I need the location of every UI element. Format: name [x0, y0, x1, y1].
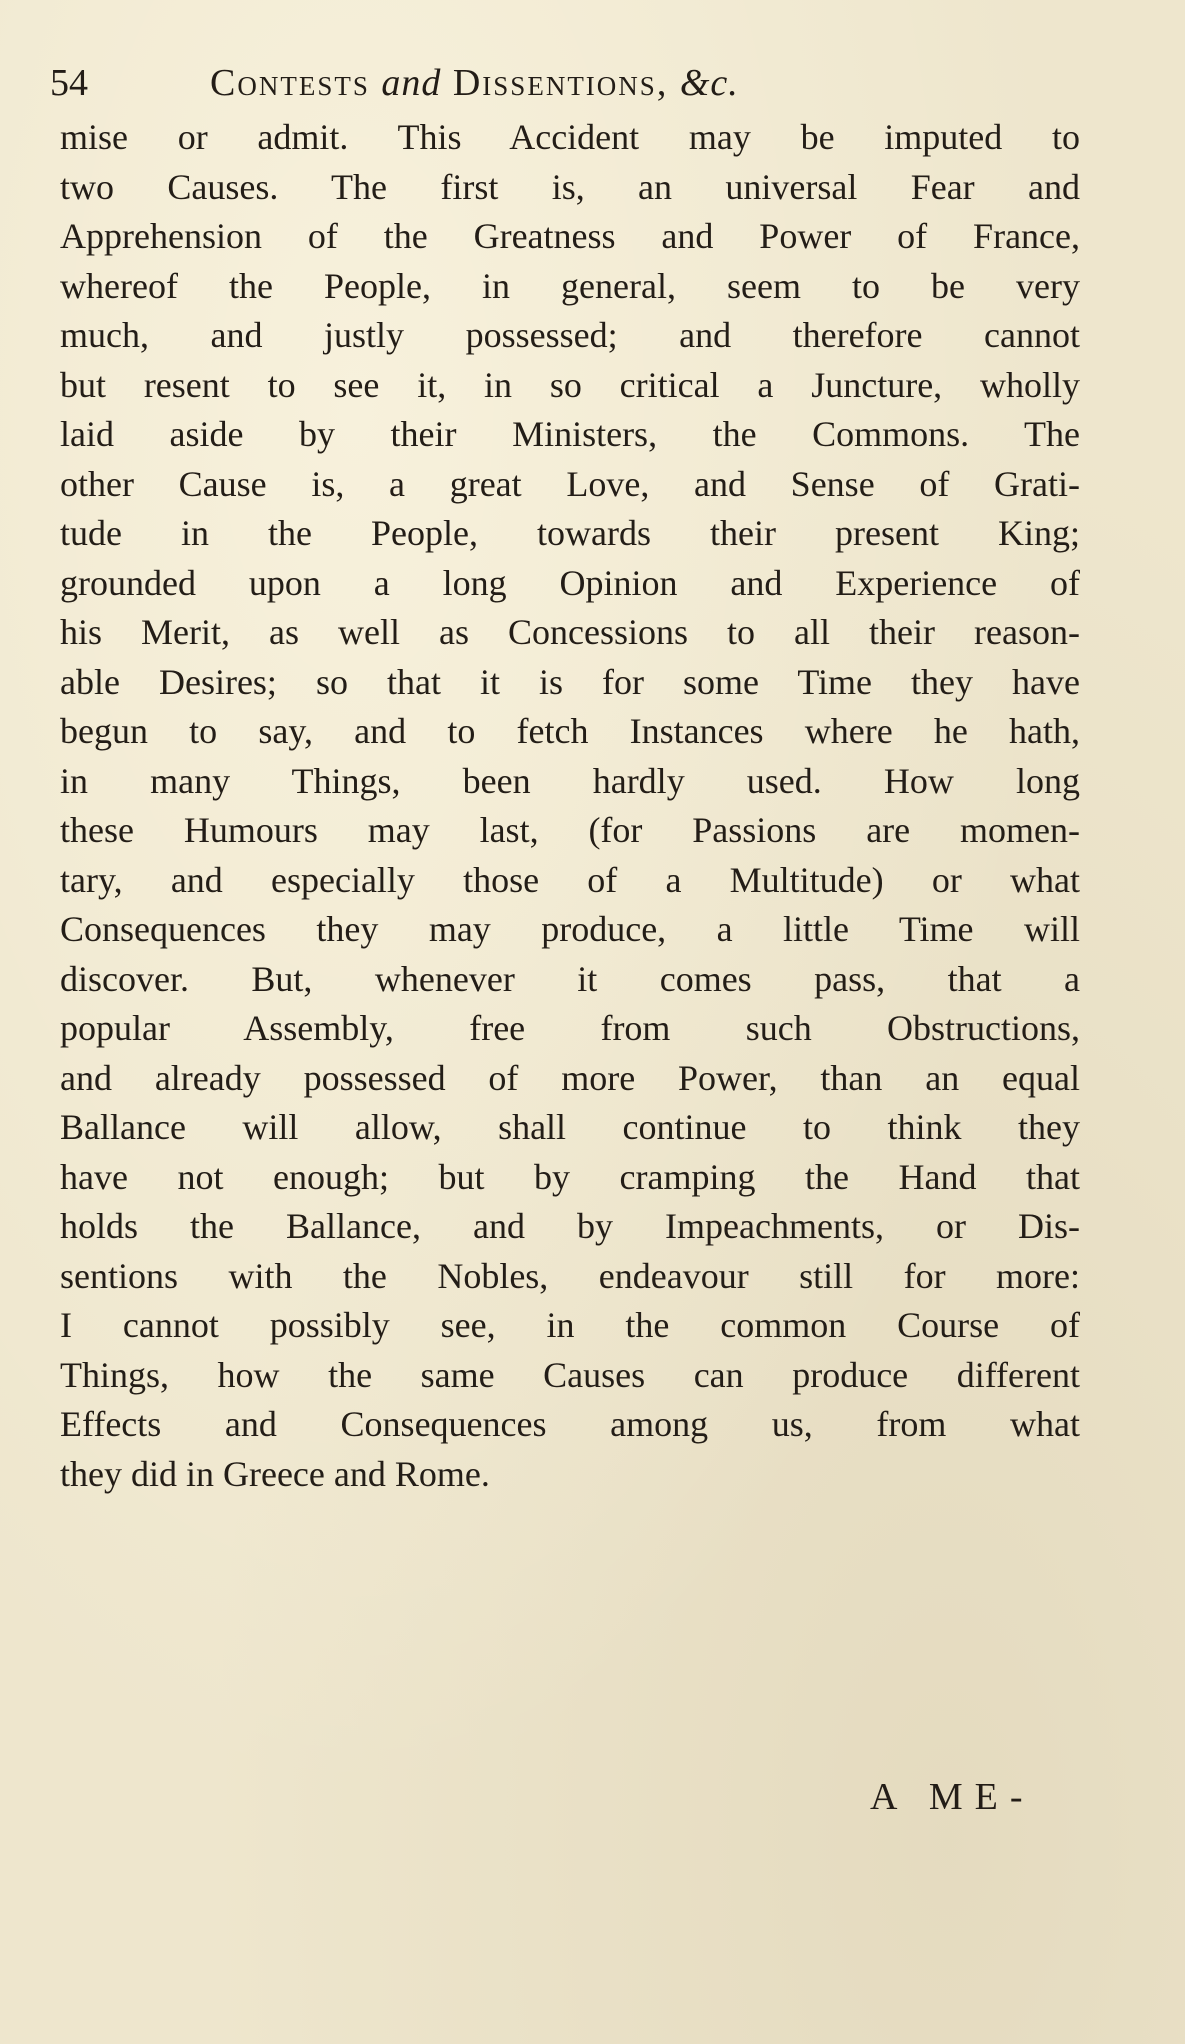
- text-line: discover. But, whenever it comes pass, that a: [60, 958, 1080, 999]
- running-head-part-3: Dissentions,: [441, 62, 680, 104]
- page-number: 54: [50, 62, 88, 104]
- text-line: Effects and Consequences among us, from what: [60, 1404, 1080, 1444]
- text-line: popular Assembly, free from such Obstructions,: [60, 1008, 1080, 1048]
- text-line: have not enough; but by cramping the Hand that: [60, 1156, 1080, 1197]
- running-head-part-4: &c.: [679, 62, 739, 104]
- text-line: and already possessed of more Power, than an equal: [60, 1057, 1080, 1098]
- text-line: laid aside by their Ministers, the Commons. The: [60, 414, 1080, 454]
- text-line: I cannot possibly see, in the common Course of: [60, 1305, 1080, 1345]
- text-line: able Desires; so that it is for some Time they have: [60, 661, 1080, 702]
- text-line: sentions with the Nobles, endeavour still for more:: [60, 1255, 1080, 1296]
- text-line: whereof the People, in general, seem to be very: [60, 265, 1080, 306]
- text-line: Ballance will allow, shall continue to think they: [60, 1107, 1080, 1147]
- text-line-last: they did in Greece and Rome.: [60, 1453, 490, 1494]
- text-line: mise or admit. This Accident may be imputed to: [60, 117, 1080, 157]
- running-head-part-1: Contests: [210, 62, 382, 104]
- text-line: grounded upon a long Opinion and Experience of: [60, 562, 1080, 603]
- text-line: Apprehension of the Greatness and Power of France,: [60, 216, 1080, 256]
- text-line: in many Things, been hardly used. How long: [60, 760, 1080, 801]
- text-line: Things, how the same Causes can produce different: [60, 1354, 1080, 1395]
- running-head-part-2: and: [381, 62, 442, 104]
- page-header: [50, 58, 1080, 108]
- text-line: holds the Ballance, and by Impeachments, or Dis-: [60, 1206, 1080, 1246]
- text-line: these Humours may last, (for Passions are momen-: [60, 810, 1080, 850]
- text-line: but resent to see it, in so critical a Juncture, wholly: [60, 364, 1080, 405]
- running-head: [210, 58, 739, 108]
- text-line: begun to say, and to fetch Instances where he hath,: [60, 711, 1080, 751]
- text-line: tary, and especially those of a Multitude) or what: [60, 859, 1080, 900]
- text-line: Consequences they may produce, a little Time will: [60, 909, 1080, 949]
- text-line: two Causes. The first is, an universal Fear and: [60, 166, 1080, 207]
- catchword: A ME-: [870, 1776, 1035, 1818]
- body-text: [60, 113, 1080, 1499]
- text-line: his Merit, as well as Concessions to all their reason-: [60, 612, 1080, 652]
- text-line: much, and justly possessed; and therefore cannot: [60, 315, 1080, 355]
- text-line: other Cause is, a great Love, and Sense of Grati-: [60, 463, 1080, 504]
- text-line: tude in the People, towards their present King;: [60, 513, 1080, 553]
